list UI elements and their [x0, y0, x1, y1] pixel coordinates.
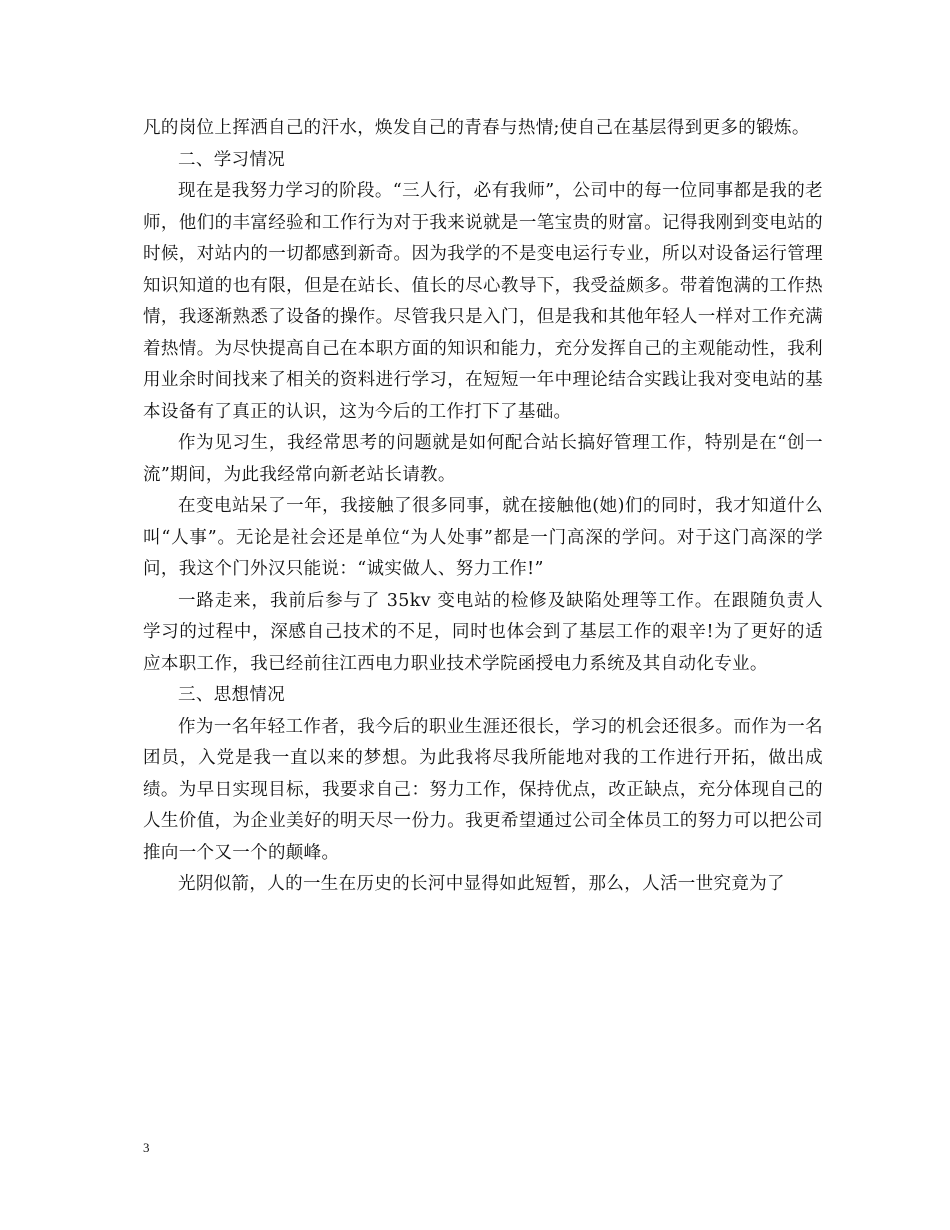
paragraph-study-overview: 现在是我努力学习的阶段。“三人行，必有我师”，公司中的每一位同事都是我的老师，他们的丰富经验和工作行为对于我来说就是一笔宝贵的财富。记得我刚到变电站的时候，对站内的一切都感到新奇。因为我学的不是变电运行专业，所以对设备运行管理知识知道的也有限，但是在站长、值长的尽心教导下，我受益颇多。带着饱满的工作热情，我逐渐熟悉了设备的操作。尽管我只是入门，但是我和其他年轻人一样对工作充满着热情。为尽快提高自己在本职方面的知识和能力，充分发挥自己的主观能动性，我利用业余时间找来了相关的资料进行学习，在短短一年中理论结合实践让我对变电站的基本设备有了真正的认识，这为今后的工作打下了基础。 [143, 181, 823, 422]
section-heading-study: 二、学习情况 [178, 149, 286, 170]
paragraph-continuation: 凡的岗位上挥洒自己的汗水，焕发自己的青春与热情;使自己在基层得到更多的锻炼。 [143, 118, 810, 138]
document-body [143, 113, 823, 901]
section-heading-thoughts: 三、思想情况 [178, 685, 286, 705]
paragraph-personnel: 在变电站呆了一年，我接触了很多同事，就在接触他(她)们的同时，我才知道什么叫“人事”。无论是社会还是单位“为人处事”都是一门高深的学问。对于这门高深的学问，我这个门外汉只能说：“诚实做人、努力工作!” [143, 496, 823, 579]
paragraph-maintenance: 一路走来，我前后参与了 35kv 变电站的检修及缺陷处理等工作。在跟随负责人学习的过程中，深感自己技术的不足，同时也体会到了基层工作的艰辛!为了更好的适应本职工作，我已经前往江西电力职业技术学院函授电力系统及其自动化专业。 [143, 590, 823, 674]
paragraph-time: 光阴似箭，人的一生在历史的长河中显得如此短暂，那么，人活一世究竟为了 [178, 874, 785, 894]
page-number: 3 [143, 1140, 150, 1155]
paragraph-trainee: 作为见习生，我经常思考的问题就是如何配合站长搞好管理工作，特别是在“创一流”期间，为此我经常向新老站长请教。 [143, 433, 823, 485]
paragraph-career: 作为一名年轻工作者，我今后的职业生涯还很长，学习的机会还很多。而作为一名团员，入党是我一直以来的梦想。为此我将尽我所能地对我的工作进行开拓，做出成绩。为早日实现目标，我要求自己：努力工作，保持优点，改正缺点，充分体现自己的人生价值，为企业美好的明天尽一份力。我更希望通过公司全体员工的努力可以把公司推向一个又一个的颠峰。 [143, 716, 823, 863]
